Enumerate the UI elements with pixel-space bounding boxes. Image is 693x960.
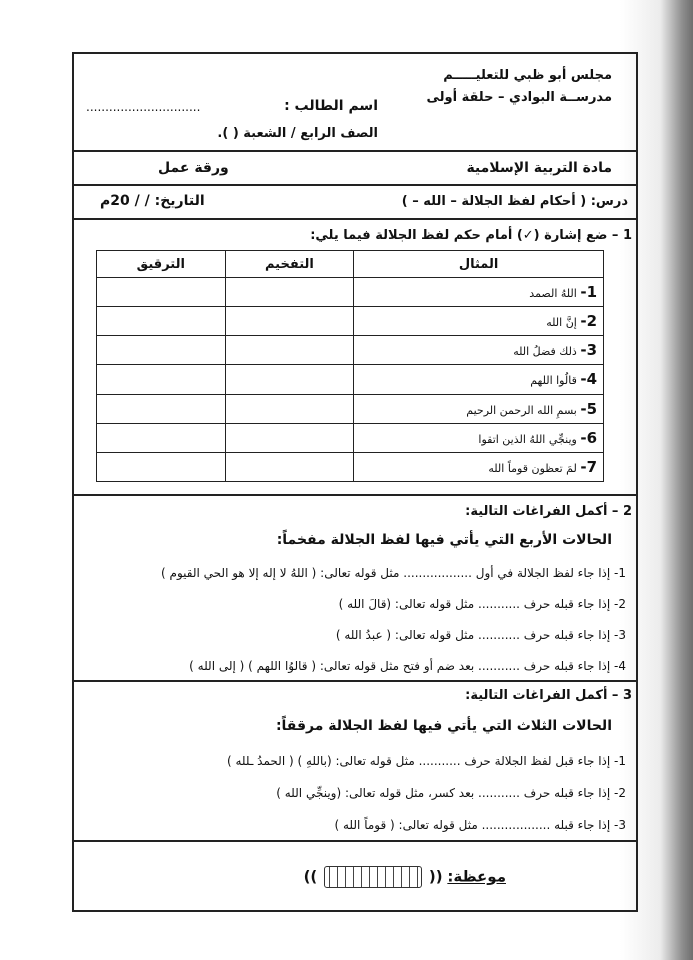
question-2-section [74,496,636,682]
table-row [97,365,604,394]
tafkhim-checkbox[interactable] [225,394,354,423]
column-tafkhim: التفخيم [225,251,354,278]
date-field: التاريخ: / / 20م [100,193,205,209]
fill-line[interactable]: 4- إذا جاء قبله حرف ........... بعد ضم أو فتح مثل قوله تعالى: ( قالوُا اللهم ) ( إلى الله ) [189,659,626,673]
example-cell [354,452,604,481]
student-name-dots: .............................. [86,100,201,114]
worksheet-frame [72,52,638,912]
grade-section: الصف الرابع / الشعبة ( ). [217,126,378,141]
table-row [97,278,604,307]
question-1-section [74,220,636,496]
tarqiq-checkbox[interactable] [97,423,226,452]
lesson-row [74,186,636,220]
tafkhim-checkbox[interactable] [225,365,354,394]
council-name: مجلس أبو ظبي للتعليـــــم [443,68,612,83]
fill-line[interactable]: 3- إذا جاء قبله .................. مثل قوله تعالى: ( قوماً الله ) [334,818,626,832]
table-row [97,452,604,481]
example-text: لمَ تعظون قوماً الله [488,461,577,475]
example-cell [354,278,604,307]
tafkhim-checkbox[interactable] [225,423,354,452]
example-cell [354,394,604,423]
fill-line[interactable]: 2- إذا جاء قبله حرف ........... بعد كسر، مثل قوله تعالى: (وينجِّي الله ) [276,786,626,800]
example-cell [354,423,604,452]
footer-section [74,842,636,910]
question-3-section [74,682,636,842]
school-name: مدرســة البوادي – حلقة أولى [426,90,612,105]
example-number: 1- [580,283,597,302]
lesson-title: درس: ( أحكام لفظ الجلالة – الله – ) [401,194,628,209]
open-parens: (( [428,867,443,886]
example-cell [354,307,604,336]
example-number: 6- [580,428,597,447]
example-cell [354,365,604,394]
example-number: 4- [580,370,597,389]
question-2-subtitle: الحالات الأربع التي يأتي فيها لفظ الجلالة مفخماً: [276,532,612,548]
close-parens: )) [303,867,318,886]
fill-line[interactable]: 1- إذا جاء لفظ الجلالة في أول .................. مثل قوله تعالى: ( اللهُ لا إله إلا هو الحي القيوم ) [161,566,626,580]
ruling-table [96,250,604,482]
tafkhim-checkbox[interactable] [225,336,354,365]
question-3-subtitle: الحالات الثلاث التي يأتي فيها لفظ الجلالة مرققاً: [275,718,612,734]
example-text: بسمِ الله الرحمن الرحيم [466,403,577,417]
fill-line[interactable]: 2- إذا جاء قبله حرف ........... مثل قوله تعالى: (قالَ الله ) [338,597,626,611]
header-section [74,54,636,152]
example-text: وينجِّي اللهُ الذين اتقوا [478,432,577,446]
question-3-title: 3 – أكمل الفراغات التالية: [465,688,632,703]
table-row [97,336,604,365]
example-number: 7- [580,457,597,476]
column-example: المثال [354,251,604,278]
tarqiq-checkbox[interactable] [97,336,226,365]
example-number: 3- [580,341,597,360]
subject-row [74,152,636,186]
example-number: 2- [580,312,597,331]
fill-line[interactable]: 3- إذا جاء قبله حرف ........... مثل قوله تعالى: ( عبدُ الله ) [335,628,626,642]
worksheet-label: ورقة عمل [158,160,229,176]
table-header-row [97,251,604,278]
calligraphy-image [324,866,422,888]
tarqiq-checkbox[interactable] [97,394,226,423]
tarqiq-checkbox[interactable] [97,365,226,394]
example-text: ذلك فضلُ الله [513,345,577,359]
table-row [97,307,604,336]
table-row [97,394,604,423]
question-1-title: 1 – ضع إشارة (✓) أمام حكم لفظ الجلالة فيما يلي: [310,228,632,243]
tafkhim-checkbox[interactable] [225,278,354,307]
sermon-label: موعظة: [447,867,506,886]
example-number: 5- [580,399,597,418]
tafkhim-checkbox[interactable] [225,452,354,481]
sermon-line [304,866,506,888]
example-text: قالُوا اللهم [530,374,577,388]
tarqiq-checkbox[interactable] [97,307,226,336]
example-cell [354,336,604,365]
question-2-title: 2 – أكمل الفراغات التالية: [465,504,632,519]
table-row [97,423,604,452]
subject-title: مادة التربية الإسلامية [466,160,612,176]
tarqiq-checkbox[interactable] [97,452,226,481]
example-text: اللهُ الصمد [529,287,577,301]
column-tarqiq: الترقيق [97,251,226,278]
example-text: إنَّ الله [546,316,577,330]
tarqiq-checkbox[interactable] [97,278,226,307]
fill-line[interactable]: 1- إذا جاء قبل لفظ الجلالة حرف ........... مثل قوله تعالى: (باللهِ ) ( الحمدُ ـلله ) [226,754,626,768]
tafkhim-checkbox[interactable] [225,307,354,336]
student-name-label: اسم الطالب : [284,98,378,114]
